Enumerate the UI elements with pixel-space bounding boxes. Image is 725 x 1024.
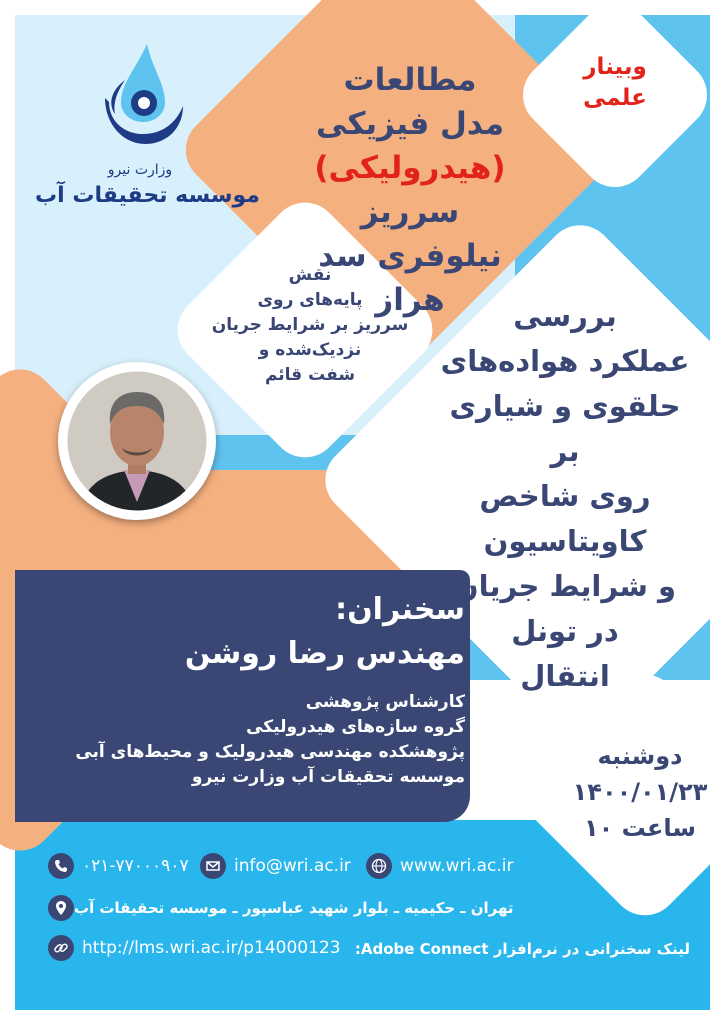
- topic-title: [440, 294, 690, 699]
- title-line: هراز: [375, 282, 445, 318]
- address-text: تهران ـ حکیمیه ـ بلوار شهید عباسپور ـ موسسه تحقیقات آب: [74, 899, 514, 917]
- title-text: سرریز: [360, 194, 460, 230]
- topic-line: روی شاخص کاویتاسیون: [479, 479, 651, 558]
- affiliation-line: گروه سازه‌های هیدرولیکی: [246, 717, 465, 737]
- phone-icon: [48, 853, 74, 879]
- ministry-name: وزارت نیرو: [107, 162, 173, 178]
- subtitle-line: نقش: [288, 265, 332, 285]
- title-line: [265, 146, 555, 234]
- speaker-affiliation: [25, 690, 465, 790]
- link-icon: [48, 935, 74, 961]
- phone-contact[interactable]: [48, 853, 189, 879]
- subtitle-line: پایه‌های روی: [257, 290, 363, 310]
- subtitle: [210, 263, 410, 388]
- topic-line: در تونل: [511, 614, 619, 648]
- organization-name: موسسه تحقیقات آب: [35, 183, 260, 208]
- water-drop-logo-icon: [95, 40, 185, 150]
- speaker-photo: [58, 362, 216, 520]
- webinar-badge: [560, 52, 670, 114]
- link-label: لینک سخنرانی در نرم‌افزار Adobe Connect:: [354, 940, 690, 958]
- globe-icon: [366, 853, 392, 879]
- topic-line: عملکرد هواده‌های: [440, 344, 690, 378]
- topic-line: و شرایط جریان: [453, 569, 677, 603]
- title-line: مدل فیزیکی: [315, 106, 505, 142]
- schedule-time: ساعت ۱۰: [583, 814, 697, 842]
- address-contact: [48, 895, 522, 921]
- badge-line: وبینار: [583, 54, 647, 80]
- link-url: http://lms.wri.ac.ir/p14000123: [82, 938, 341, 958]
- location-pin-icon: [48, 895, 74, 921]
- email-address: info@wri.ac.ir: [234, 856, 351, 876]
- lecture-link[interactable]: [48, 935, 341, 961]
- affiliation-line: کارشناس پژوهشی: [305, 692, 465, 712]
- subtitle-line: نزدیک‌شده و: [258, 340, 362, 360]
- speaker-name: مهندس رضا روشن: [184, 636, 465, 671]
- title-line: مطالعات: [343, 62, 477, 98]
- schedule-date: ۱۴۰۰/۰۱/۲۳: [572, 778, 708, 806]
- email-icon: [200, 853, 226, 879]
- speaker-portrait-icon: [58, 362, 216, 520]
- topic-line: حلقوی و شیاری بر: [449, 389, 681, 468]
- title-highlight: (هیدرولیکی): [314, 150, 506, 186]
- website-url: www.wri.ac.ir: [400, 856, 514, 876]
- affiliation-line: موسسه تحقیقات آب وزارت نیرو: [191, 767, 465, 787]
- website-contact[interactable]: [366, 853, 513, 879]
- subtitle-line: سرریز بر شرایط جریان: [211, 315, 409, 335]
- topic-line: بررسی: [513, 299, 617, 333]
- title-line: نیلوفری سد: [318, 238, 502, 274]
- topic-line: انتقال: [520, 659, 610, 693]
- affiliation-line: پژوهشکده مهندسی هیدرولیک و محیط‌های آبی: [75, 742, 465, 762]
- email-contact[interactable]: [200, 853, 351, 879]
- badge-line: علمی: [583, 85, 647, 111]
- schedule-day: دوشنبه: [597, 742, 683, 770]
- subtitle-line: شفت قائم: [264, 365, 356, 385]
- schedule-block: [560, 738, 720, 846]
- speaker-label: سخنران:: [335, 592, 465, 627]
- phone-number: ۰۲۱-۷۷۰۰۰۹۰۷: [82, 856, 189, 876]
